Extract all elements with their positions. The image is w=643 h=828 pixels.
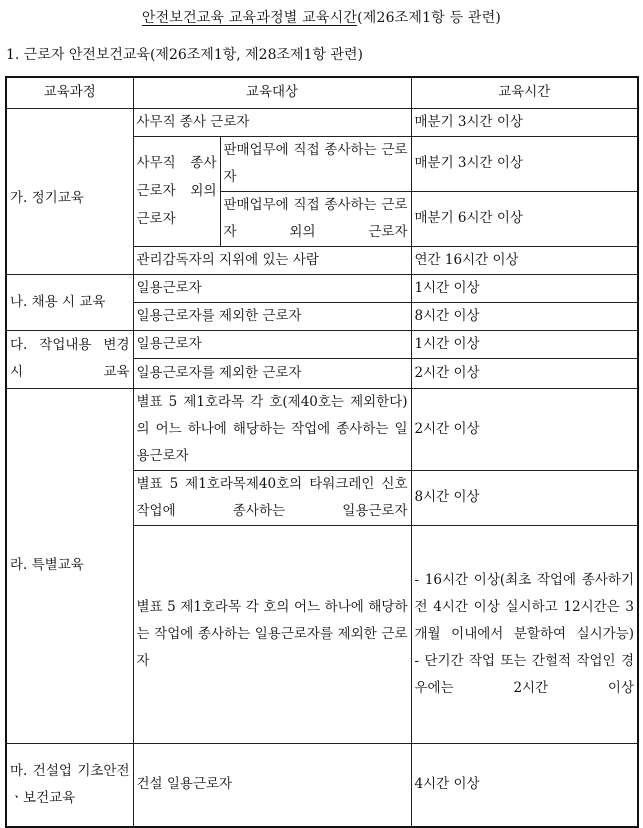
course-special: 라. 특별교육 [6, 388, 133, 743]
course-task-change: 다. 작업내용 변경 시 교육 [6, 330, 133, 388]
time-hiring-daily: 1시간 이상 [411, 274, 638, 302]
target-special-2: 별표 5 제1호라목제40호의 타워크레인 신호작업에 종사하는 일용근로자 [133, 470, 411, 525]
time-office-worker: 매분기 3시간 이상 [411, 108, 638, 136]
target-special-1: 별표 5 제1호라목 각 호(제40호는 제외한다)의 어느 하나에 해당하는 작업에 종사하는 일용근로자 [133, 388, 411, 470]
section-heading: 1. 근로자 안전보건교육(제26조제1항, 제28조제1항 관련) [6, 47, 363, 63]
target-supervisor: 관리감독자의 지위에 있는 사람 [133, 246, 411, 274]
target-change-daily: 일용근로자 [133, 330, 411, 358]
time-special-3-main: - 16시간 이상(최초 작업에 종사하기 전 4시간 이상 실시하고 12시간은 3개월 이내에서 분할하여 실시가능) [414, 571, 635, 642]
header-target: 교육대상 [133, 77, 411, 108]
course-construction: 마. 건설업 기초안전ㆍ보건교육 [6, 743, 133, 827]
course-regular: 가. 정기교육 [6, 108, 133, 274]
time-construction: 4시간 이상 [411, 743, 638, 827]
title-main: 안전보건교육 교육과정별 교육시간 [141, 10, 358, 26]
time-special-3 [411, 525, 638, 743]
time-change-daily: 1시간 이상 [411, 330, 638, 358]
time-sales-worker: 매분기 3시간 이상 [411, 136, 638, 191]
target-hiring-daily: 일용근로자 [133, 274, 411, 302]
time-special-2: 8시간 이상 [411, 470, 638, 525]
title-reference: (제26조제1항 등 관련) [357, 10, 502, 26]
time-special-1: 2시간 이상 [411, 388, 638, 470]
education-hours-table [5, 76, 639, 828]
document-title [0, 7, 643, 27]
header-course: 교육과정 [6, 77, 133, 108]
course-hiring: 나. 채용 시 교육 [6, 274, 133, 330]
target-change-other: 일용근로자를 제외한 근로자 [133, 358, 411, 388]
header-time: 교육시간 [411, 77, 638, 108]
target-construction: 건설 일용근로자 [133, 743, 411, 827]
target-non-sales-worker: 판매업무에 직접 종사하는 근로자 외의 근로자 [220, 191, 411, 246]
target-sales-worker: 판매업무에 직접 종사하는 근로자 [220, 136, 411, 191]
target-non-office-label: 사무직 종사 근로자 외의 근로자 [133, 136, 220, 246]
time-special-3-short-term: - 단기간 작업 또는 간헐적 작업인 경우에는 2시간 이상 [414, 652, 635, 696]
time-non-sales-worker: 매분기 6시간 이상 [411, 191, 638, 246]
time-change-other: 2시간 이상 [411, 358, 638, 388]
target-office-worker: 사무직 종사 근로자 [133, 108, 411, 136]
time-hiring-other: 8시간 이상 [411, 302, 638, 330]
target-hiring-other: 일용근로자를 제외한 근로자 [133, 302, 411, 330]
target-special-3: 별표 5 제1호라목 각 호의 어느 하나에 해당하는 작업에 종사하는 일용근로자를 제외한 근로자 [133, 525, 411, 743]
time-supervisor: 연간 16시간 이상 [411, 246, 638, 274]
